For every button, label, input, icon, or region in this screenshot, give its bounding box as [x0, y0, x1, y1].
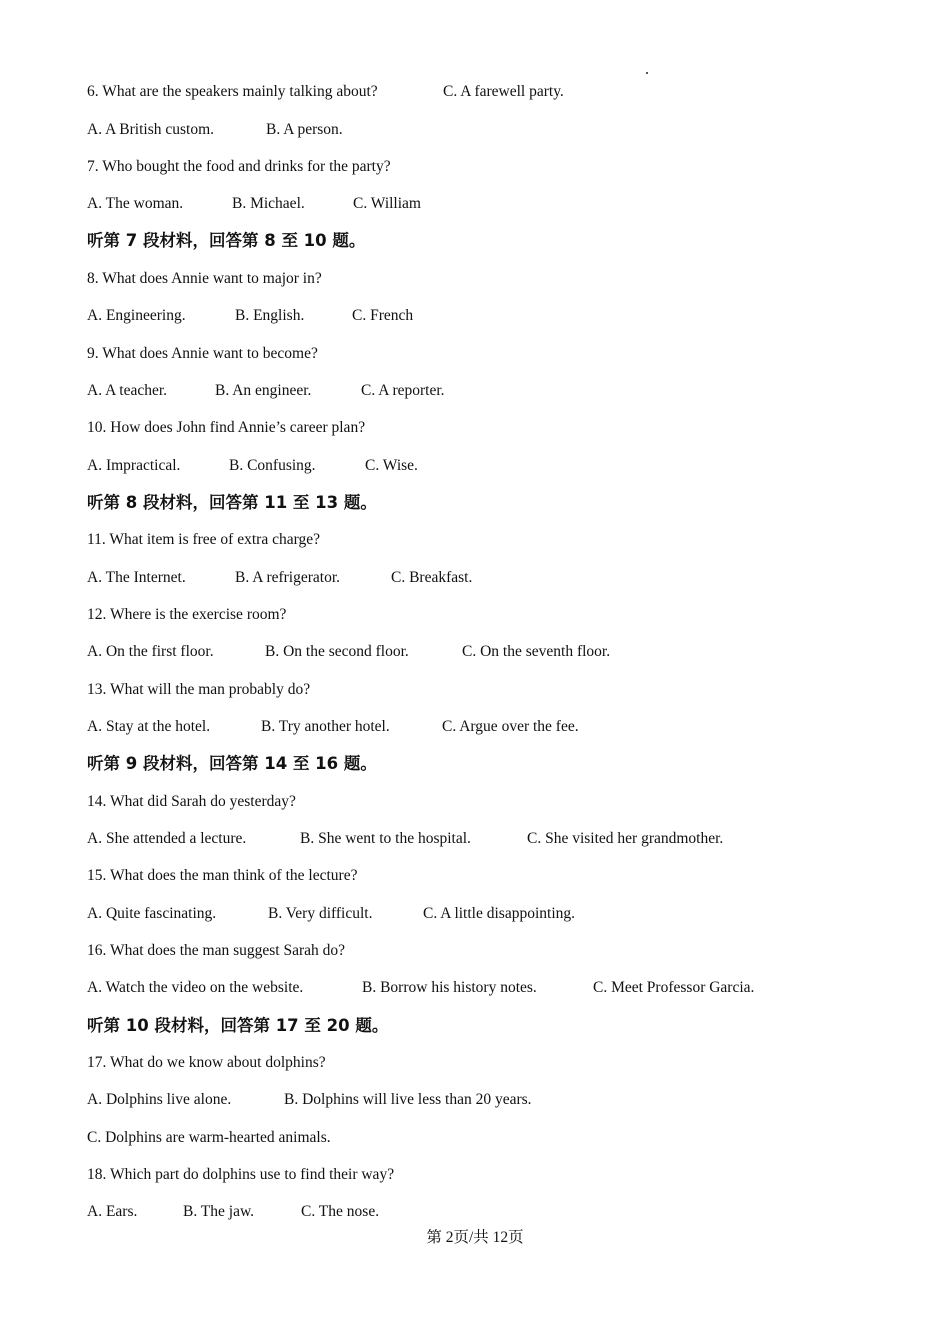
- question-line: [87, 269, 322, 289]
- heading-text: 听第 7 段材料，回答第 8 至 10 题。: [87, 231, 366, 250]
- options-line: [87, 978, 755, 998]
- question-text: 14. What did Sarah do yesterday?: [87, 793, 296, 810]
- option-text: B. The jaw.: [183, 1203, 255, 1220]
- option-text: C. The nose.: [301, 1203, 380, 1220]
- question-text: 8. What does Annie want to major in?: [87, 270, 322, 287]
- option-text: B. Try another hotel.: [261, 718, 390, 735]
- options-line: [87, 568, 473, 588]
- option-text: B. She went to the hospital.: [300, 830, 471, 847]
- option-text: A. On the first floor.: [87, 643, 214, 660]
- question-line: [87, 605, 286, 625]
- option-text: C. On the seventh floor.: [462, 643, 611, 660]
- option-text: B. English.: [235, 307, 305, 324]
- option-text: B. Michael.: [232, 195, 305, 212]
- section-heading: [87, 493, 377, 513]
- options-line: [87, 904, 575, 924]
- option-text: C. Dolphins are warm-hearted animals.: [87, 1129, 331, 1146]
- question-text: 17. What do we know about dolphins?: [87, 1054, 326, 1071]
- options-line: [87, 1202, 380, 1222]
- question-text: 10. How does John find Annie’s career plan?: [87, 419, 366, 436]
- option-text: B. A refrigerator.: [235, 569, 341, 586]
- question-text: 15. What does the man think of the lecture?: [87, 867, 358, 884]
- question-text: 9. What does Annie want to become?: [87, 345, 318, 362]
- options-line: [87, 1090, 532, 1110]
- question-line: [87, 530, 320, 550]
- option-text: C. A farewell party.: [443, 83, 564, 100]
- option-text: A. A teacher.: [87, 382, 168, 399]
- question-line: [87, 941, 345, 961]
- option-text: B. Borrow his history notes.: [362, 979, 537, 996]
- option-text: C. Wise.: [365, 457, 418, 474]
- question-line: [87, 792, 296, 812]
- option-text: C. Meet Professor Garcia.: [593, 979, 755, 996]
- heading-text: 听第 8 段材料，回答第 11 至 13 题。: [87, 493, 377, 512]
- option-text: B. A person.: [266, 121, 343, 138]
- option-text: B. Dolphins will live less than 20 years.: [284, 1091, 532, 1108]
- question-line: [87, 866, 357, 886]
- question-text: 7. Who bought the food and drinks for the party?: [87, 158, 391, 175]
- option-text: C. French: [352, 307, 414, 324]
- options-line: [87, 120, 343, 140]
- options-line: [87, 456, 418, 476]
- option-text: A. She attended a lecture.: [87, 830, 247, 847]
- speck-mark: [646, 72, 648, 74]
- options-line: [87, 829, 724, 849]
- options-line: [87, 194, 421, 214]
- option-text: A. Dolphins live alone.: [87, 1091, 232, 1108]
- question-line: [87, 418, 365, 438]
- question-text: 11. What item is free of extra charge?: [87, 531, 320, 548]
- question-text: 12. Where is the exercise room?: [87, 606, 287, 623]
- question-text: 13. What will the man probably do?: [87, 681, 311, 698]
- question-line: [87, 680, 310, 700]
- option-text: C. A reporter.: [361, 382, 445, 399]
- options-line: [87, 642, 611, 662]
- option-text: A. Quite fascinating.: [87, 905, 217, 922]
- option-text: B. On the second floor.: [265, 643, 409, 660]
- question-line: [87, 82, 564, 102]
- options-line: [87, 306, 414, 326]
- option-text: A. Stay at the hotel.: [87, 718, 211, 735]
- question-line: [87, 344, 318, 364]
- option-text: C. She visited her grandmother.: [527, 830, 724, 847]
- option-text: A. Watch the video on the website.: [87, 979, 304, 996]
- heading-text: 听第 10 段材料，回答第 17 至 20 题。: [87, 1016, 389, 1035]
- option-text: A. Engineering.: [87, 307, 186, 324]
- section-heading: [87, 754, 377, 774]
- page-footer: 第 2页/共 12页: [426, 1229, 524, 1246]
- option-text: B. Very difficult.: [268, 905, 373, 922]
- option-text: B. Confusing.: [229, 457, 316, 474]
- option-text: A. A British custom.: [87, 121, 215, 138]
- question-text: 18. Which part do dolphins use to find their way?: [87, 1166, 395, 1183]
- heading-text: 听第 9 段材料，回答第 14 至 16 题。: [87, 754, 377, 773]
- option-text: A. Impractical.: [87, 457, 181, 474]
- section-heading: [87, 231, 365, 251]
- question-line: [87, 1053, 326, 1073]
- option-text: A. Ears.: [87, 1203, 138, 1220]
- option-text: A. The woman.: [87, 195, 184, 212]
- options-line: [87, 381, 445, 401]
- option-text: C. William: [353, 195, 421, 212]
- option-text: C. Argue over the fee.: [442, 718, 579, 735]
- question-line: [87, 157, 391, 177]
- section-heading: [87, 1016, 388, 1036]
- question-line: [87, 1165, 394, 1185]
- option-text: A. The Internet.: [87, 569, 186, 586]
- option-text: B. An engineer.: [215, 382, 312, 399]
- options-line: [87, 717, 579, 737]
- question-text: 6. What are the speakers mainly talking about?: [87, 83, 378, 100]
- options-line: [87, 1128, 331, 1148]
- option-text: C. A little disappointing.: [423, 905, 575, 922]
- option-text: C. Breakfast.: [391, 569, 473, 586]
- question-text: 16. What does the man suggest Sarah do?: [87, 942, 345, 959]
